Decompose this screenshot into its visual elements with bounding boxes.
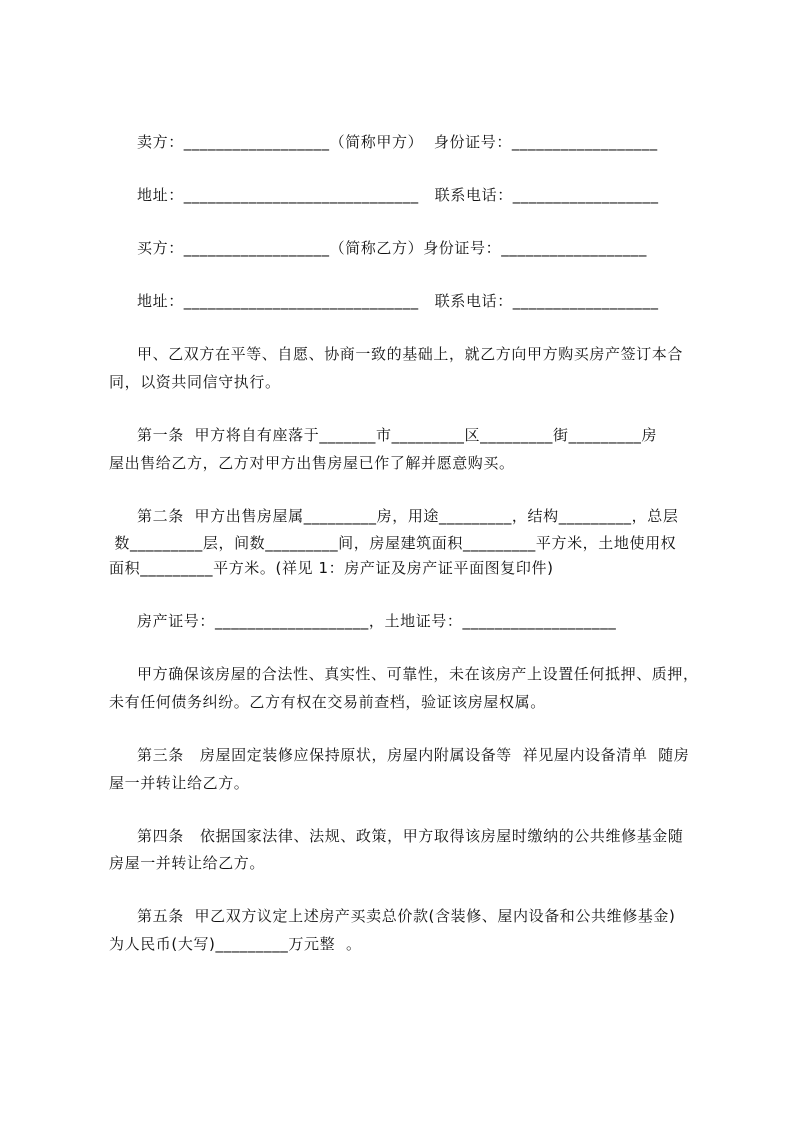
article-2-text-1: 第二条 甲方出售房屋属_________房，用途_________，结构_________，总层	[137, 507, 679, 525]
certificate-text: 房产证号：___________________，土地证号：___________________	[137, 612, 617, 630]
guarantee-text-1: 甲方确保该房屋的合法性、真实性、可靠性，未在该房产上设置任何抵押、质押，	[137, 665, 699, 683]
seller-text: 卖方：__________________（简称甲方） 身份证号：__________________	[137, 133, 658, 151]
article-4-line-1	[137, 826, 684, 846]
article-5-line-2	[109, 934, 362, 954]
intro-text-1: 甲、乙双方在平等、自愿、协商一致的基础上，就乙方向甲方购买房产签订本合	[137, 345, 684, 363]
seller-address-line	[137, 185, 659, 205]
article-4-line-2	[109, 853, 265, 873]
article-1-line-2	[109, 453, 515, 473]
article-4-text-2: 房屋一并转让给乙方。	[109, 854, 266, 872]
article-3-text-2: 屋一并转让给乙方。	[109, 774, 250, 792]
intro-line-2	[109, 372, 281, 392]
article-1-text-1: 第一条 甲方将自有座落于_______市_________区_________街_________房	[137, 426, 658, 444]
article-4-text-1: 第四条 依据国家法律、法规、政策，甲方取得该房屋时缴纳的公共维修基金随	[137, 827, 684, 845]
article-3-line-2	[109, 773, 249, 793]
article-2-line-3	[109, 558, 554, 578]
article-5-text-2: 为人民币(大写)_________万元整 。	[109, 935, 362, 953]
guarantee-line-1	[137, 664, 699, 684]
article-2-line-2	[109, 533, 676, 553]
article-3-text-1: 第三条 房屋固定装修应保持原状，房屋内附属设备等 祥见屋内设备清单 随房	[137, 746, 690, 764]
article-1-text-2: 屋出售给乙方，乙方对甲方出售房屋已作了解并愿意购买。	[109, 454, 515, 472]
article-3-line-1	[137, 745, 689, 765]
buyer-text: 买方：__________________（简称乙方）身份证号：__________________	[137, 239, 648, 257]
buyer-address-text: 地址：_____________________________ 联系电话：__________________	[137, 292, 659, 310]
guarantee-line-2	[109, 692, 546, 712]
article-2-line-1	[137, 506, 678, 526]
article-2-text-3: 面积_________平方米。(祥见 1：房产证及房产证平面图复印件)	[109, 559, 554, 577]
seller-line	[137, 132, 658, 152]
certificate-line	[137, 611, 616, 631]
article-1-line-1	[137, 425, 657, 445]
buyer-address-line	[137, 291, 659, 311]
intro-line-1	[137, 344, 683, 364]
intro-text-2: 同，以资共同信守执行。	[109, 373, 281, 391]
article-2-text-2: 数_________层，间数_________间，房屋建筑面积_________平方米，土地使用权	[109, 534, 677, 552]
seller-address-text: 地址：_____________________________ 联系电话：__________________	[137, 186, 659, 204]
article-5-line-1	[137, 906, 675, 926]
article-5-text-1: 第五条 甲乙双方议定上述房产买卖总价款(含装修、屋内设备和公共维修基金)	[137, 907, 676, 925]
buyer-line	[137, 238, 647, 258]
guarantee-text-2: 未有任何债务纠纷。乙方有权在交易前查档，验证该房屋权属。	[109, 693, 546, 711]
